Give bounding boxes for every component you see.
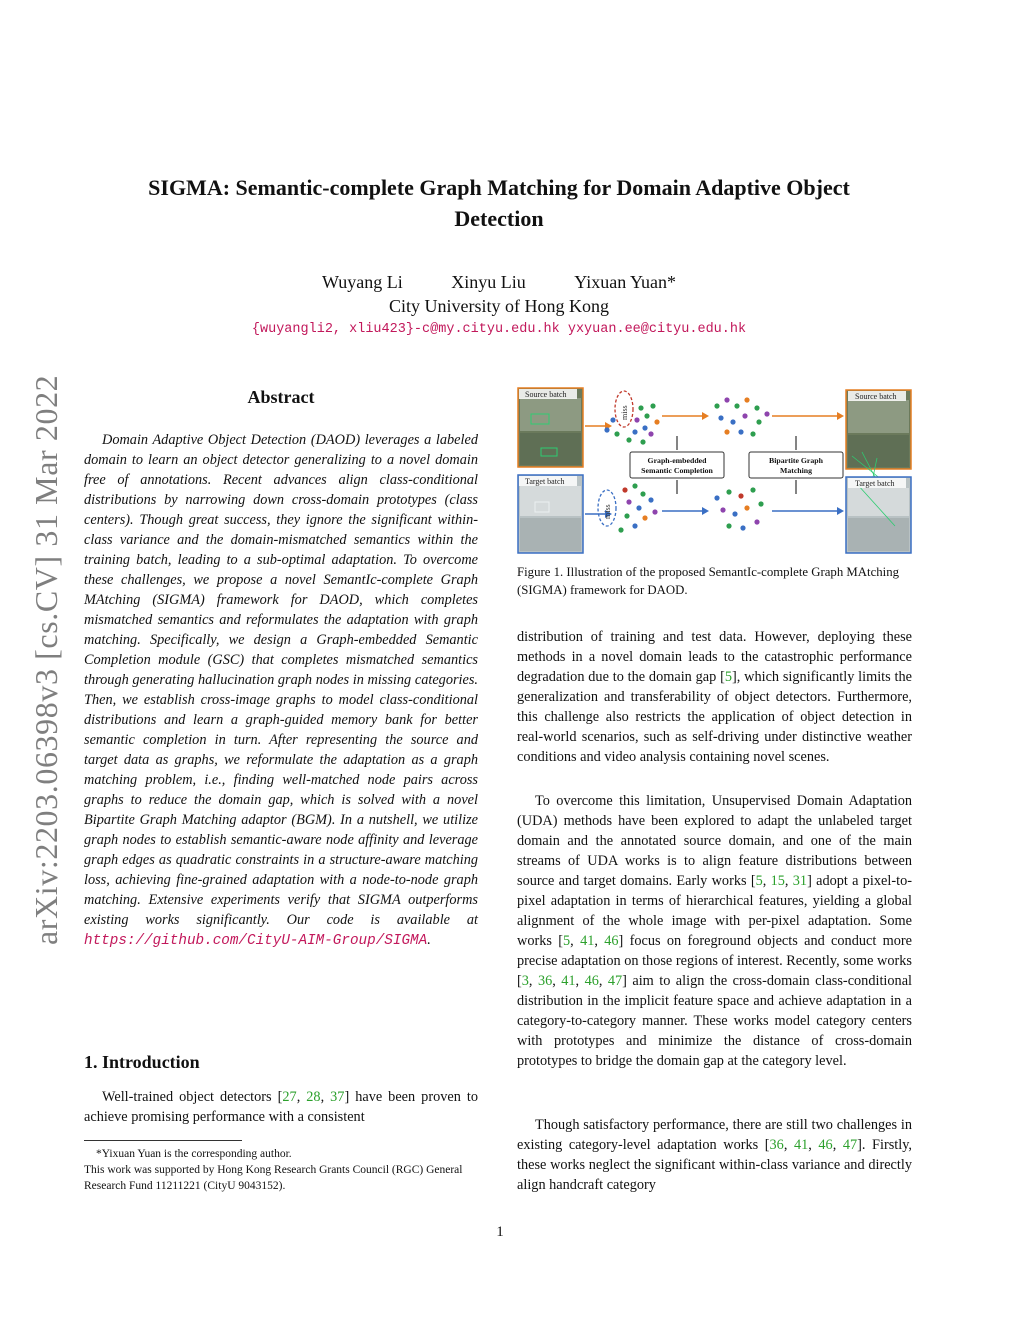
author-emails[interactable]: {wuyangli2, xliu423}-c@my.cityu.edu.hk yxyuan.ee@cityu.edu.hk (251, 322, 747, 337)
citation-link[interactable]: 41 (793, 1137, 809, 1153)
intro-paragraph-2 (517, 627, 912, 767)
citation-link[interactable]: 47 (842, 1137, 858, 1153)
text-span: ], which significantly limits the generalization and transferability of object detectors. Furthermore, this challenge also restricts the application of object detection in real-world scenarios, such as self-driving under distinctive weather conditions and video analysis containing novel scenes. (517, 669, 912, 765)
text-span: Though satisfactory performance, there are still two challenges in existing category-level adaptation works [ (517, 1117, 912, 1153)
source-graph-completed (714, 397, 769, 436)
author-list (84, 272, 914, 293)
footnotes (84, 1146, 478, 1194)
citation-link[interactable]: 46 (604, 933, 619, 949)
abstract-end: . (427, 932, 431, 948)
bgm-label-line1: Bipartite Graph (769, 456, 823, 465)
abstract-heading: Abstract (247, 387, 315, 407)
footnote-2: This work was supported by Hong Kong Research Grants Council (RGC) General Research Fund 11211221 (CityU 9043152). (84, 1164, 463, 1192)
text-span: , (320, 1089, 331, 1105)
citation-link[interactable]: 41 (580, 933, 595, 949)
text-span: ] adopt a pixel-to-pixel adaptation in terms of hierarchical features, yielding a global alignment of the whole image with per-pixel adaptation. Some works [ (517, 873, 912, 949)
figure-1 (517, 386, 912, 554)
target-batch-images-right (846, 477, 911, 553)
arrow-head (702, 412, 709, 420)
text-span: ] focus on foreground objects and conduct more precise adaptation on those regions of interest. Recently, some works [ (517, 933, 912, 989)
footnote-1: *Yixuan Yuan is the corresponding author. (96, 1148, 292, 1160)
citation-link[interactable]: 36 (537, 973, 553, 989)
text-span: Well-trained object detectors [ (102, 1089, 283, 1105)
label-source-batch-right: Source batch (855, 392, 897, 401)
bgm-label-line2: Matching (779, 466, 813, 475)
label-target-batch-left: Target batch (525, 477, 565, 486)
paper-title-line1: SIGMA: Semantic-complete Graph Matching for Domain Adaptive Object (148, 175, 850, 200)
source-graph-left (604, 403, 659, 444)
text-span: ]. Firstly, these works neglect the significant within-class variance and directly align handcraft category (517, 1137, 913, 1193)
target-graph-left (618, 483, 657, 532)
citation-link[interactable]: 36 (769, 1137, 784, 1153)
intro-paragraph-4: Though satisfactory performance, there are still two challenges in existing category-level adaptation works [36, 41, 46, 47]. Firstly, these works neglect the significant within-class variance and directly align handcraft category (517, 1117, 913, 1193)
citation-link[interactable]: 5 (563, 933, 571, 949)
citation-link[interactable]: 46 (584, 973, 599, 989)
citation-link[interactable]: 46 (818, 1137, 833, 1153)
text-span: ] have been proven to achieve promising performance with a consistent (84, 1089, 478, 1125)
page-number: 1 (496, 1224, 504, 1240)
abstract-text: Domain Adaptive Object Detection (DAOD) leverages a labeled domain to learn an object detector generalizing to a novel domain free of annotations. Recent advances align class-conditional distributions by narrowing down cross-domain prototypes (class centers). Though great success, they ignore the significant within-class variance and the domain-mismatched semantics within the training batch, leading to a sub-optimal adaptation. To overcome these challenges, we propose a novel SemantIc-complete Graph MAtching (SIGMA) framework for DAOD, which completes mismatched semantics and reformulates the adaptation with graph matching. Specifically, we design a Graph-embedded Semantic Completion module (GSC) that completes mismatched semantics through generating hallucination graph nodes in missing categories. Then, we establish cross-image graphs to model class-conditional distributions and learn a graph-guided memory bank for better semantic completion in turn. After representing the source and target data as graphs, we reformulate the adaptation as a graph matching problem, i.e., finding well-matched node pairs across graphs to reduce the domain gap, which is solved with a novel Bipartite Graph Matching adaptor (BGM). In a nutshell, we utilize graph nodes to establish semantic-aware node affinity and leverage graph edges as quadratic constraints in a structure-aware matching loss, achieving fine-grained adaptation with a node-to-node graph matching. Extensive experiments verify that SIGMA outperforms existing works significantly. Our code is available at (84, 432, 478, 928)
author-1: Wuyang Li (321, 272, 403, 292)
affiliation: City University of Hong Kong (389, 296, 609, 316)
intro-heading: 1. Introduction (84, 1052, 200, 1072)
figure-1-caption: Figure 1. Illustration of the proposed SemantIc-complete Graph MAtching (SIGMA) framework for DAOD. (517, 565, 900, 597)
target-batch-images-left (518, 475, 583, 553)
miss-label-source: miss (620, 405, 629, 420)
gsc-module-box (630, 452, 724, 478)
citation-link[interactable]: 47 (607, 973, 623, 989)
target-graph-completed (714, 487, 763, 530)
bgm-module-box (749, 452, 843, 478)
citation-link[interactable]: 37 (330, 1089, 345, 1105)
author-2: Xinyu Liu (451, 272, 526, 292)
footnote-rule (84, 1140, 242, 1141)
arxiv-identifier (30, 355, 62, 945)
citation-link[interactable]: 3 (521, 973, 529, 989)
citation-link[interactable]: 15 (770, 873, 785, 889)
text-span: distribution of training and test data. However, deploying these methods in a novel domain leads to the catastrophic performance degradation due to the domain gap [ (517, 629, 912, 685)
miss-label-target: miss (603, 504, 612, 519)
citation-link[interactable]: 28 (306, 1089, 321, 1105)
abstract-body (84, 430, 478, 951)
source-batch-images-left (518, 388, 583, 467)
label-target-batch-right: Target batch (855, 479, 895, 488)
code-link[interactable]: https://github.com/CityU-AIM-Group/SIGMA (84, 933, 428, 949)
text-span: , (296, 1089, 307, 1105)
text-span: ] aim to align the cross-domain class-conditional distribution in the implicit feature space and achieve adaptation in a category-to-category manner. These works model category centers with prototypes and minimize the distance of cross-domain prototypes to bridge the domain gap at the category level. (517, 973, 913, 1069)
paper-title (84, 172, 914, 234)
author-3: Yixuan Yuan* (574, 272, 677, 292)
citation-link[interactable]: 5 (724, 669, 732, 685)
arrow-head (837, 412, 844, 420)
intro-paragraph-3: To overcome this limitation, Unsupervised Domain Adaptation (UDA) methods have been explored to adapt the unlabeled target domain and the annotated source domain, and one of the main streams of UDA works is to align feature distributions between source and target domains. Early works [5, 15, 31] adopt a pixel-to-pixel adaptation in terms of hierarchical features, yielding a global alignment of the whole image with per-pixel adaptation. Some works [5, 41, 46] focus on foreground objects and conduct more precise adaptation on those regions of interest. Recently, some works [3, 36, 41, 46, 47] aim to align the cross-domain class-conditional distribution in the implicit feature space and achieve adaptation in a category-to-category manner. These works model category centers with prototypes and minimize the distance of cross-domain prototypes to bridge the domain gap at the category level. (517, 793, 913, 1069)
arxiv-identifier-text: arXiv:2203.06398v3 [cs.CV] 31 Mar 2022 (28, 374, 64, 945)
label-source-batch-left: Source batch (525, 390, 567, 399)
gsc-label-line1: Graph-embedded (647, 456, 707, 465)
citation-link[interactable]: 27 (282, 1089, 297, 1105)
paper-title-line2: Detection (454, 206, 544, 231)
arrow-head (702, 507, 709, 515)
gsc-label-line2: Semantic Completion (641, 466, 713, 475)
citation-link[interactable]: 5 (755, 873, 763, 889)
arrow-head (837, 507, 844, 515)
text-span: To overcome this limitation, Unsupervised Domain Adaptation (UDA) methods have been explored to adapt the unlabeled target domain and the annotated source domain, and one of the main streams of UDA works is to align feature distributions between source and target domains. Early works [ (517, 793, 912, 889)
citation-link[interactable]: 41 (561, 973, 576, 989)
citation-link[interactable]: 31 (792, 873, 808, 889)
intro-paragraph-1 (84, 1087, 478, 1127)
